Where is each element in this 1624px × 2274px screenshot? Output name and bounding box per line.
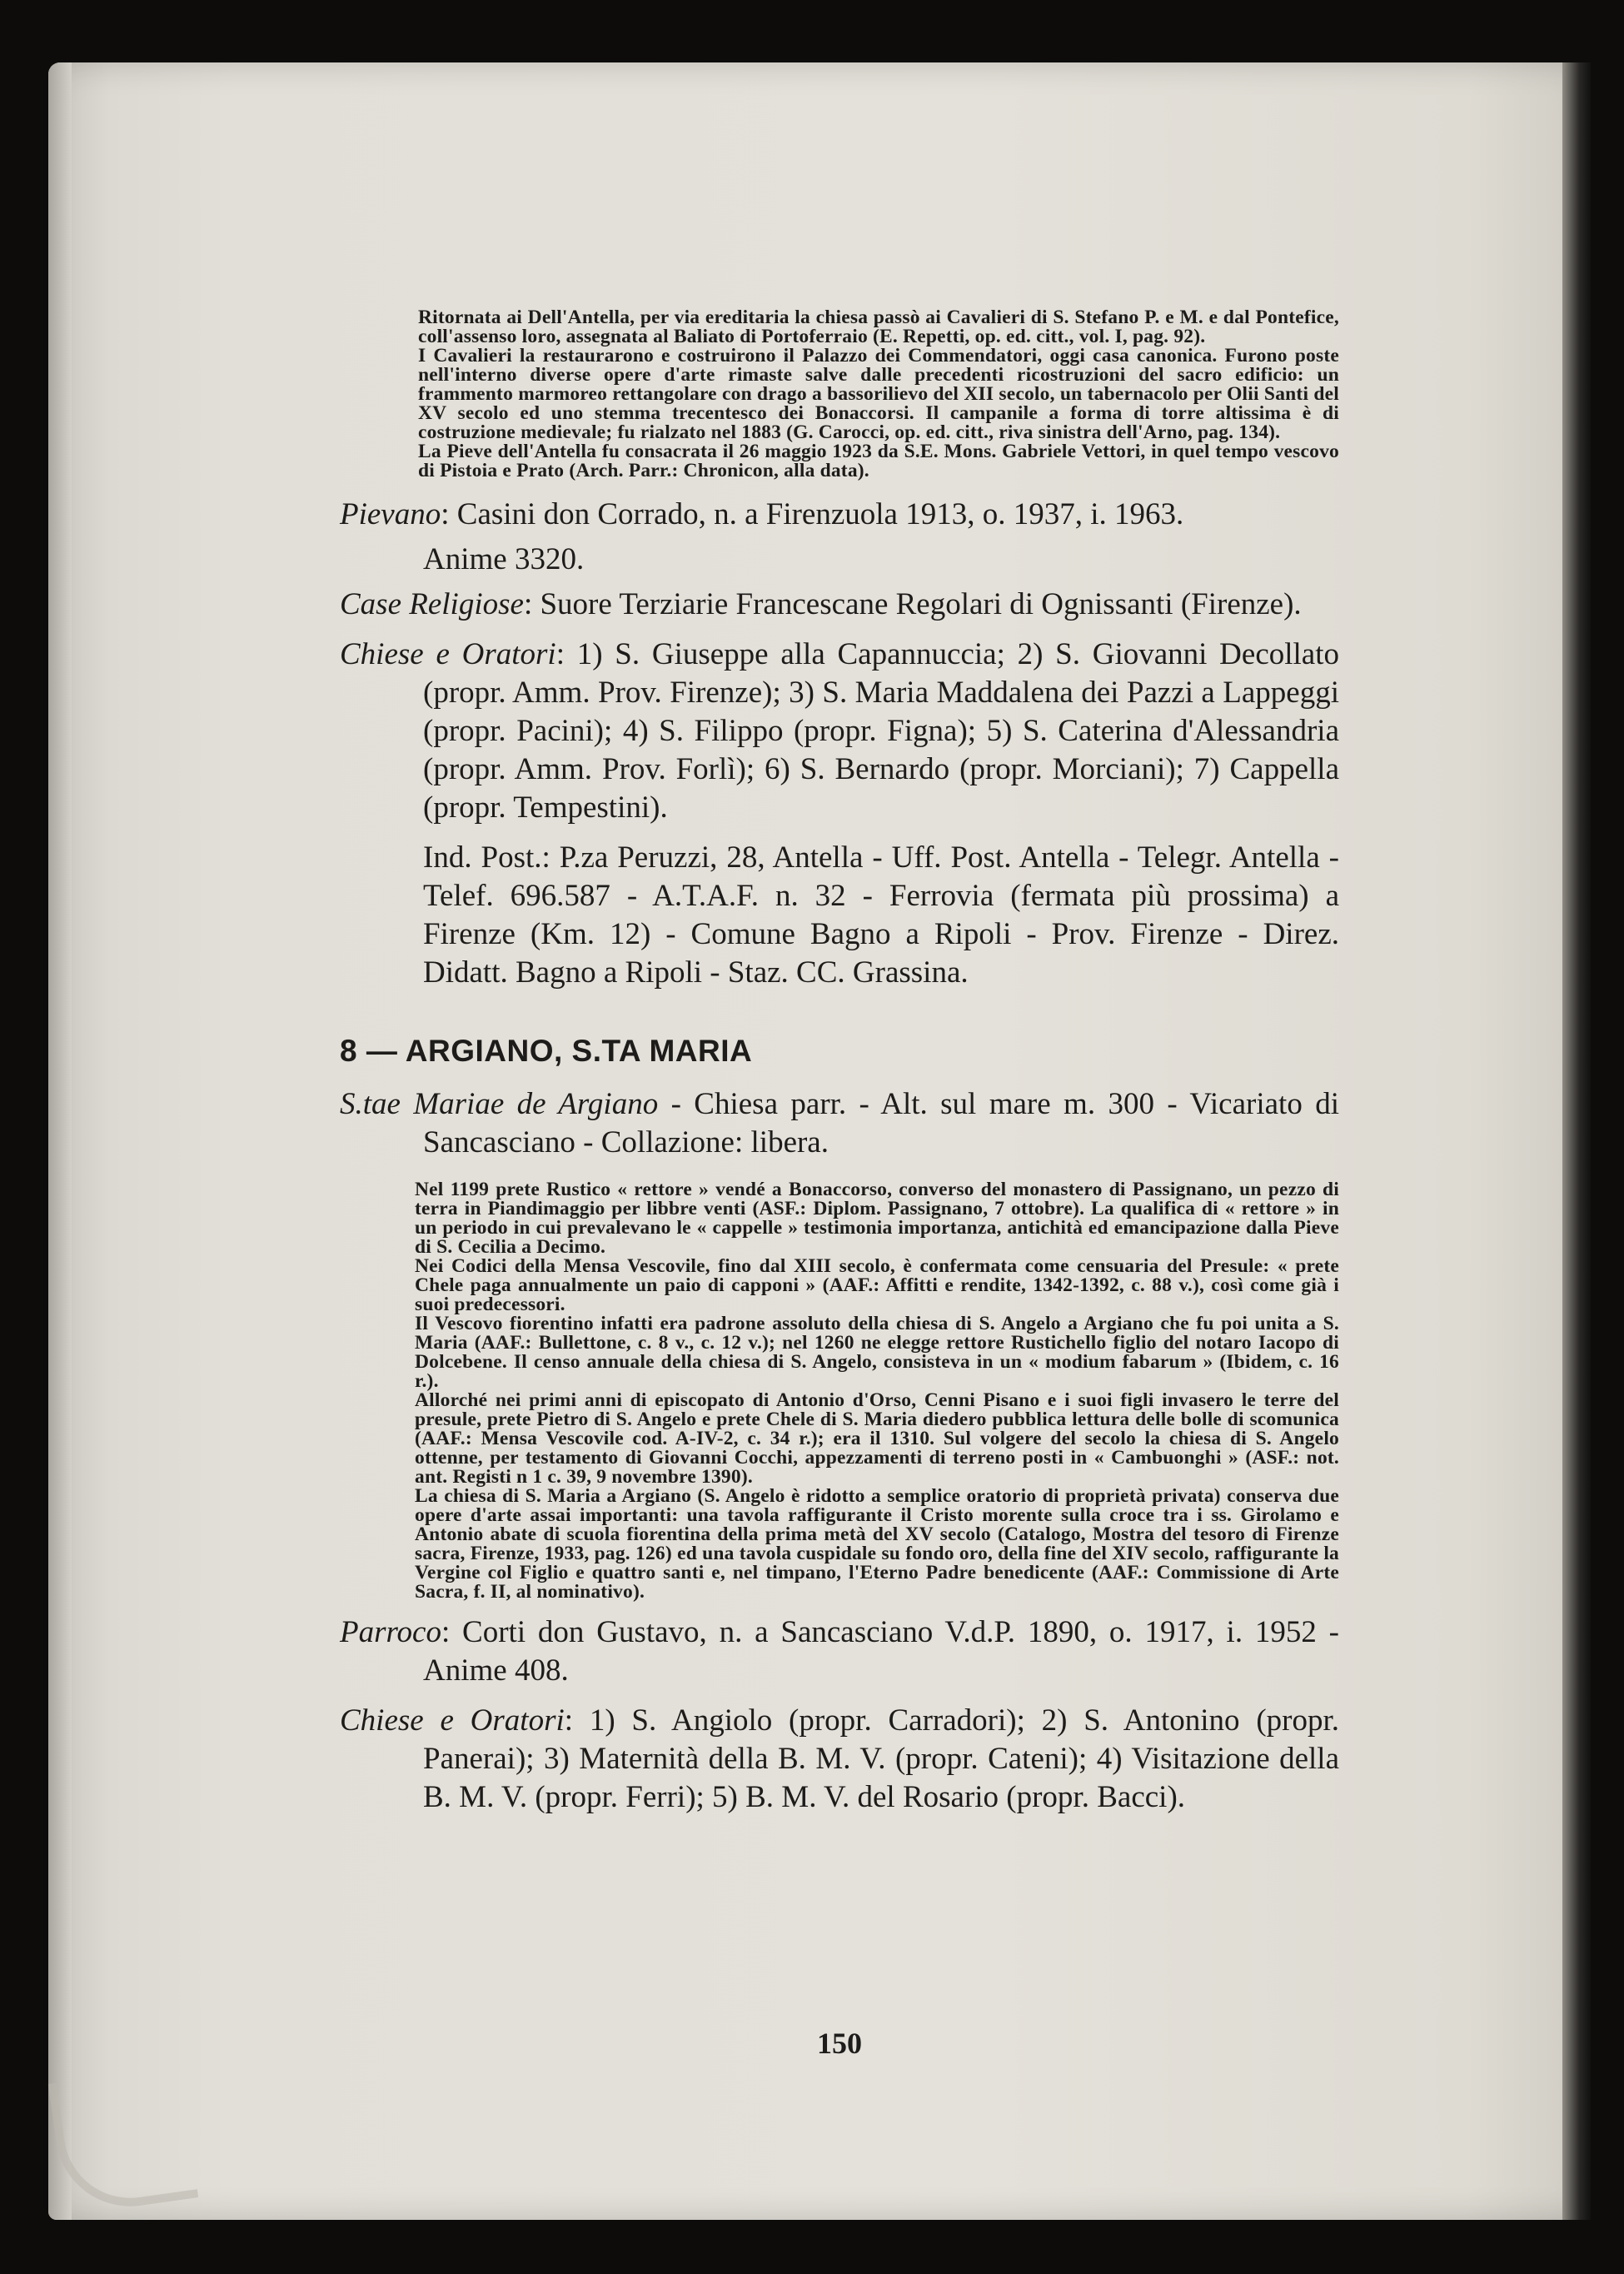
page-number: 150: [817, 2027, 862, 2060]
entry-chiese-oratori: [340, 636, 1339, 827]
entry-text: : Suore Terziarie Francescane Regolari di Ognissanti (Firenze).: [523, 587, 1302, 621]
page-content: [340, 308, 1339, 1817]
entry-text: : Casini don Corrado, n. a Firenzuola 1913, o. 1937, i. 1963.: [441, 497, 1184, 531]
entry-text: - Chiesa parr. - Alt. sul mare m. 300 - Vicariato di Sancasciano - Collazione: libera.: [423, 1087, 1339, 1159]
entry-pievano: [340, 496, 1339, 534]
history-paragraph: I Cavalieri la restaurarono e costruirono il Palazzo dei Commendatori, oggi casa canonica. Furono poste nell'interno diverse opere d'arte rimaste salve dalle precedenti ricostruzioni del sacro edificio: un frammento marmoreo rettangolare con drago a bassorilievo del XII secolo, un tabernacolo per Olii Santi del XV secolo ed uno stemma trecentesco dei Bonaccorsi. Il campanile a forma di torre altissima è di costruzione medievale; fu rialzato nel 1883 (G. Carocci, op. ed. citt., riva sinistra dell'Arno, pag. 134).: [418, 345, 1339, 443]
history-paragraph: Ritornata ai Dell'Antella, per via ereditaria la chiesa passò ai Cavalieri di S. Stefano P. e M. e dal Pontefice, coll'assenso loro, assegnata al Baliato di Portoferraio (E. Repetti, op. ed. citt., vol. I, pag. 92).: [418, 307, 1339, 347]
entry-label: Parroco: [340, 1615, 441, 1649]
history-paragraph: Il Vescovo fiorentino infatti era padrone assoluto della chiesa di S. Angelo a Argiano che fu poi unita a S. Maria (AAF.: Bullettone, c. 8 v., c. 12 v.); nel 1260 ne elegge rettore Rustichello figlio del notaro Iacopo di Dolcebene. Il censo annuale della chiesa di S. Angelo, consisteva in un « modium fabarum » (Ibidem, c. 16 r.).: [415, 1313, 1339, 1392]
entry-chiese-oratori-argiano: [340, 1702, 1339, 1817]
history-paragraph: Nel 1199 prete Rustico « rettore » vendé a Bonaccorso, converso del monastero di Passignano, un pezzo di terra in Piandimaggio per libbre venti (ASF.: Diplom. Passignano, 7 ottobre). La qualifica di « rettore » in un periodo in cui prevalevano le « cappelle » testimonia importanza, antichità ed emancipazione dalla Pieve di S. Cecilia a Decimo.: [415, 1179, 1339, 1258]
entry-label: Pievano: [340, 497, 441, 531]
entry-label: Chiese e Oratori: [340, 637, 556, 671]
history-note-antella: [418, 308, 1339, 481]
history-paragraph: La chiesa di S. Maria a Argiano (S. Angelo è ridotto a semplice oratorio di proprietà privata) conserva due opere d'arte assai importanti: una tavola raffigurante il Cristo morente sulla croce tra i ss. Girolamo e Antonio abate di scuola fiorentina della prima metà del XV secolo (Catalogo, Mostra del tesoro di Firenze sacra, Firenze, 1933, pag. 126) ed una tavola cuspidale su fondo oro, della fine del XIV secolo, raffigurante la Vergine col Figlio e quattro santi e, nel timpano, l'Eterno Padre benedicente (AAF.: Commissione di Arte Sacra, f. II, al nominativo).: [415, 1485, 1339, 1603]
history-paragraph: La Pieve dell'Antella fu consacrata il 26 maggio 1923 da S.E. Mons. Gabriele Vettori, in quel tempo vescovo di Pistoia e Prato (Arch. Parr.: Chronicon, alla data).: [418, 441, 1339, 481]
entry-parroco: [340, 1613, 1339, 1690]
history-paragraph: Nei Codici della Mensa Vescovile, fino dal XIII secolo, è confermata come censuaria del Presule: « prete Chele paga annualmente un paio di capponi » (AAF.: Affitti e rendite, 1342-1392, c. 88 v.), così come già i suoi predecessori.: [415, 1255, 1339, 1315]
entry-label: Case Religiose: [340, 587, 524, 621]
history-paragraph: Allorché nei primi anni di episcopato di Antonio d'Orso, Cenni Pisano e i suoi figli invasero le terre del presule, prete Pietro di S. Angelo e prete Chele di S. Maria diedero pubblica lettura delle bolle di scomunica (AAF.: Mensa Vescovile cod. A-IV-2, c. 34 r.); era il 1310. Sul volgere del secolo la chiesa di S. Angelo ottenne, per testamento di Giovanni Cocchi, appezzamenti di terreno posti in « Cambuonghi » (ASF.: not. ant. Registi n 1 c. 39, 9 novembre 1390).: [415, 1389, 1339, 1488]
page-edge: [48, 62, 72, 2220]
book-spine: [1562, 62, 1591, 2220]
postal-info: Ind. Post.: P.za Peruzzi, 28, Antella - Uff. Post. Antella - Telegr. Antella - Telef. 696.587 - A.T.A.F. n. 32 - Ferrovia (fermata più prossima) a Firenze (Km. 12) - Comune Bagno a Ripoli - Prov. Firenze - Direz. Didatt. Bagno a Ripoli - Staz. CC. Grassina.: [423, 840, 1339, 990]
entry-parish-info: [340, 1085, 1339, 1162]
entry-label: Chiese e Oratori: [340, 1703, 565, 1738]
entry-label: S.tae Mariae de Argiano: [340, 1087, 659, 1121]
section-heading: 8 — ARGIANO, S.TA MARIA: [340, 1034, 753, 1068]
entry-text: : Corti don Gustavo, n. a Sancasciano V.d.P. 1890, o. 1917, i. 1952 - Anime 408.: [423, 1615, 1339, 1688]
entry-text: : 1) S. Angiolo (propr. Carradori); 2) S. Antonino (propr. Panerai); 3) Maternità della B. M. V. (propr. Cateni); 4) Visitazione della B. M. V. (propr. Ferri); 5) B. M. V. del Rosario (propr. Bacci).: [423, 1703, 1340, 1814]
entry-text: : 1) S. Giuseppe alla Capannuccia; 2) S. Giovanni Decollato (propr. Amm. Prov. Firenze); 3) S. Maria Maddalena dei Pazzi a Lappeggi (propr. Pacini); 4) S. Filippo (propr. Figna); 5) S. Caterina d'Alessandria (propr. Amm. Prov. Forlì); 6) S. Bernardo (propr. Morciani); 7) Cappella (propr. Tempestini).: [423, 637, 1340, 825]
entry-case-religiose: [340, 586, 1339, 624]
history-note-argiano: [415, 1180, 1339, 1602]
anime-count: Anime 3320.: [423, 542, 585, 576]
